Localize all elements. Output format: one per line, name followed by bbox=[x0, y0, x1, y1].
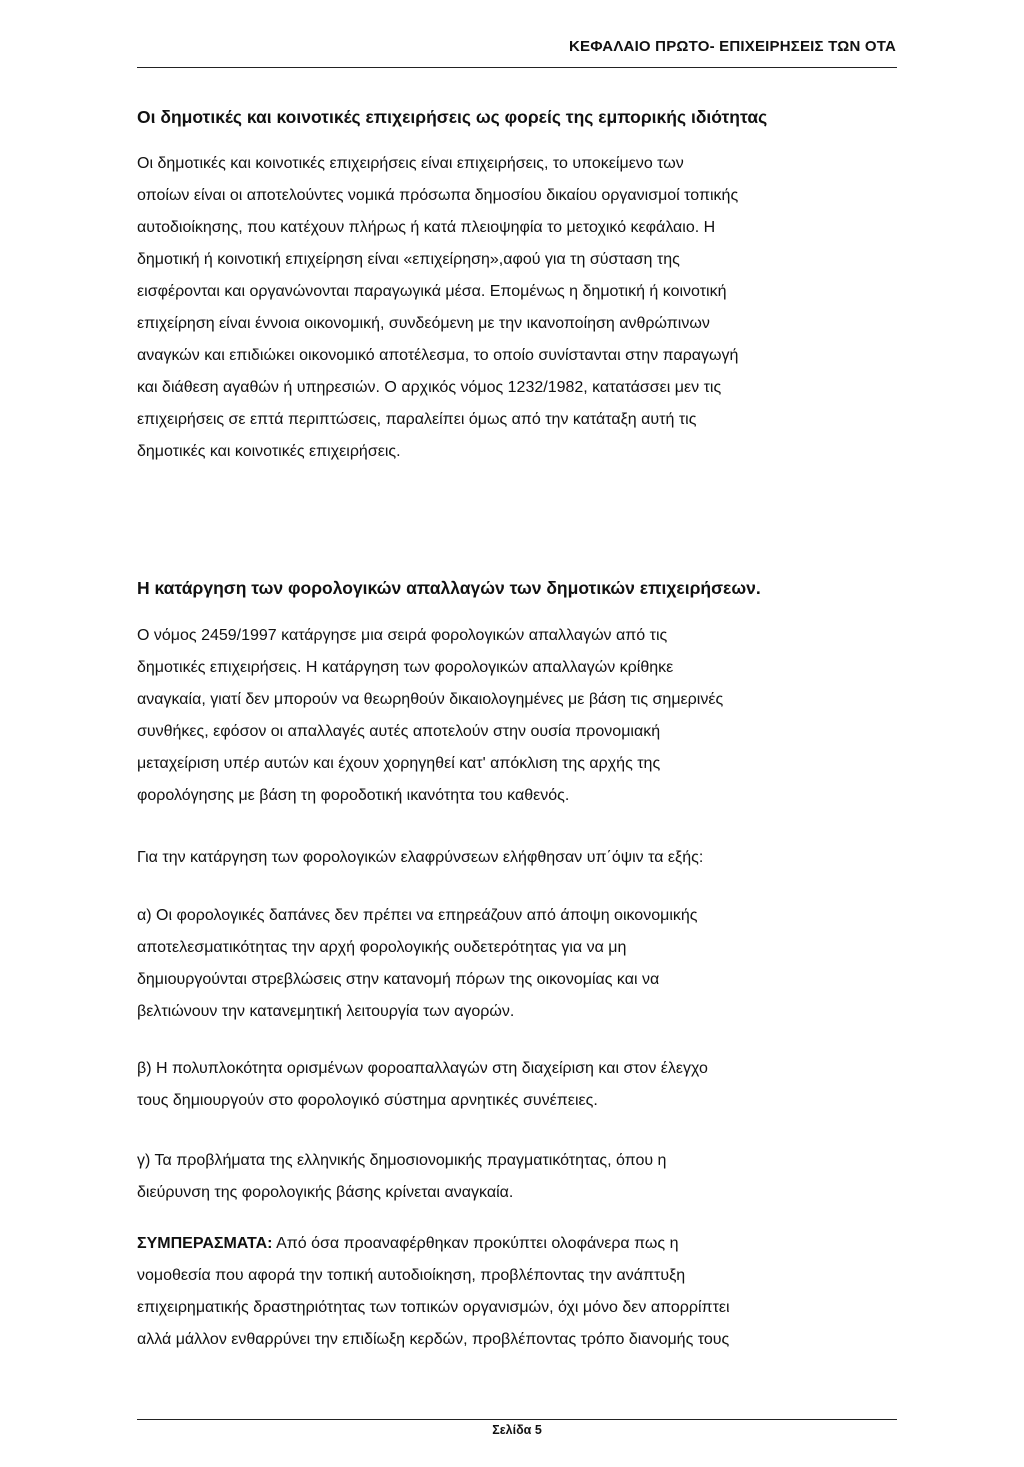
text-line: βελτιώνουν την κατανεμητική λειτουργία των αγορών. bbox=[137, 1003, 515, 1020]
text-line: Οι δημοτικές και κοινοτικές επιχειρήσεις είναι επιχειρήσεις, το υποκείμενο των bbox=[137, 155, 684, 172]
text-line bbox=[137, 1228, 730, 1260]
text-line: αποτελεσματικότητας την αρχή φορολογικής ουδετερότητας για να μη bbox=[137, 939, 627, 956]
running-header: ΚΕΦΑΛΑΙΟ ΠΡΩΤΟ- ΕΠΙΧΕΙΡΗΣΕΙΣ ΤΩΝ ΟΤΑ bbox=[568, 38, 896, 55]
text-line: αυτοδιοίκησης, που κατέχουν πλήρως ή κατά πλειοψηφία το μετοχικό κεφάλαιο. Η bbox=[137, 219, 716, 236]
text-line: οποίων είναι οι αποτελούντες νομικά πρόσωπα δημοσίου δικαίου οργανισμοί τοπικής bbox=[137, 187, 739, 204]
section-title-tax-exemptions: Η κατάργηση των φορολογικών απαλλαγών των δημοτικών επιχειρήσεων. bbox=[137, 578, 761, 598]
text-line: γ) Τα προβλήματα της ελληνικής δημοσιονομικής πραγματικότητας, όπου η bbox=[137, 1152, 667, 1169]
paragraph-law-2459 bbox=[137, 620, 723, 812]
paragraph-intro-considerations bbox=[137, 842, 703, 874]
section-title-commercial-capacity: Οι δημοτικές και κοινοτικές επιχειρήσεις ως φορείς της εμπορικής ιδιότητας bbox=[137, 107, 768, 127]
text-line: αναγκών και επιδιώκει οικονομικό αποτέλεσμα, το οποίο συνίστανται στην παραγωγή bbox=[137, 347, 739, 364]
footer-rule bbox=[137, 1419, 897, 1420]
conclusions-first-line: Από όσα προαναφέρθηκαν προκύπτει ολοφάνερα πως η bbox=[272, 1235, 679, 1252]
text-line: δημοτική ή κοινοτική επιχείρηση είναι «επιχείρηση»,αφού για τη σύσταση της bbox=[137, 251, 680, 268]
conclusions-label: ΣΥΜΠΕΡΑΣΜΑΤΑ: bbox=[137, 1235, 273, 1252]
paragraph-municipal-enterprises bbox=[137, 148, 738, 468]
text-line: αλλά μάλλον ενθαρρύνει την επιδίωξη κερδών, προβλέποντας τρόπο διανομής τους bbox=[137, 1331, 730, 1348]
list-item-a bbox=[137, 900, 697, 1028]
header-rule bbox=[137, 67, 897, 68]
text-line: συνθήκες, εφόσον οι απαλλαγές αυτές αποτελούν στην ουσία προνομιακή bbox=[137, 723, 661, 740]
text-line: δημιουργούνται στρεβλώσεις στην κατανομή πόρων της οικονομίας και να bbox=[137, 971, 660, 988]
text-line: επιχειρήσεις σε επτά περιπτώσεις, παραλείπει όμως από την κατάταξη αυτή τις bbox=[137, 411, 697, 428]
text-line: διεύρυνση της φορολογικής βάσης κρίνεται αναγκαία. bbox=[137, 1184, 514, 1201]
text-line: εισφέρονται και οργανώνονται παραγωγικά μέσα. Επομένως η δημοτική ή κοινοτική bbox=[137, 283, 727, 300]
text-line: δημοτικές επιχειρήσεις. Η κατάργηση των φορολογικών απαλλαγών κρίθηκε bbox=[137, 659, 674, 676]
list-item-c bbox=[137, 1145, 666, 1209]
text-line: Ο νόμος 2459/1997 κατάργησε μια σειρά φορολογικών απαλλαγών από τις bbox=[137, 627, 668, 644]
text-line: μεταχείριση υπέρ αυτών και έχουν χορηγηθεί κατ' απόκλιση της αρχής της bbox=[137, 755, 661, 772]
page-number: Σελίδα 5 bbox=[492, 1423, 542, 1437]
list-item-b bbox=[137, 1053, 708, 1117]
paragraph-conclusions bbox=[137, 1228, 730, 1356]
text-line: αναγκαία, γιατί δεν μπορούν να θεωρηθούν δικαιολογημένες με βάση τις σημερινές bbox=[137, 691, 724, 708]
text-line: Για την κατάργηση των φορολογικών ελαφρύνσεων ελήφθησαν υπ΄όψιν τα εξής: bbox=[137, 849, 704, 866]
text-line: β) Η πολυπλοκότητα ορισμένων φοροαπαλλαγών στη διαχείριση και στον έλεγχο bbox=[137, 1060, 708, 1077]
text-line: τους δημιουργούν στο φορολογικό σύστημα αρνητικές συνέπειες. bbox=[137, 1092, 598, 1109]
text-line: επιχειρηματικής δραστηριότητας των τοπικών οργανισμών, όχι μόνο δεν απορρίπτει bbox=[137, 1299, 730, 1316]
text-line: επιχείρηση είναι έννοια οικονομική, συνδεόμενη με την ικανοποίηση ανθρώπινων bbox=[137, 315, 710, 332]
text-line: δημοτικές και κοινοτικές επιχειρήσεις. bbox=[137, 443, 401, 460]
text-line: και διάθεση αγαθών ή υπηρεσιών. Ο αρχικός νόμος 1232/1982, κατατάσσει μεν τις bbox=[137, 379, 722, 396]
text-line: νομοθεσία που αφορά την τοπική αυτοδιοίκηση, προβλέποντας την ανάπτυξη bbox=[137, 1267, 686, 1284]
text-line: φορολόγησης με βάση τη φοροδοτική ικανότητα του καθενός. bbox=[137, 787, 570, 804]
text-line: α) Οι φορολογικές δαπάνες δεν πρέπει να επηρεάζουν από άποψη οικονομικής bbox=[137, 907, 698, 924]
